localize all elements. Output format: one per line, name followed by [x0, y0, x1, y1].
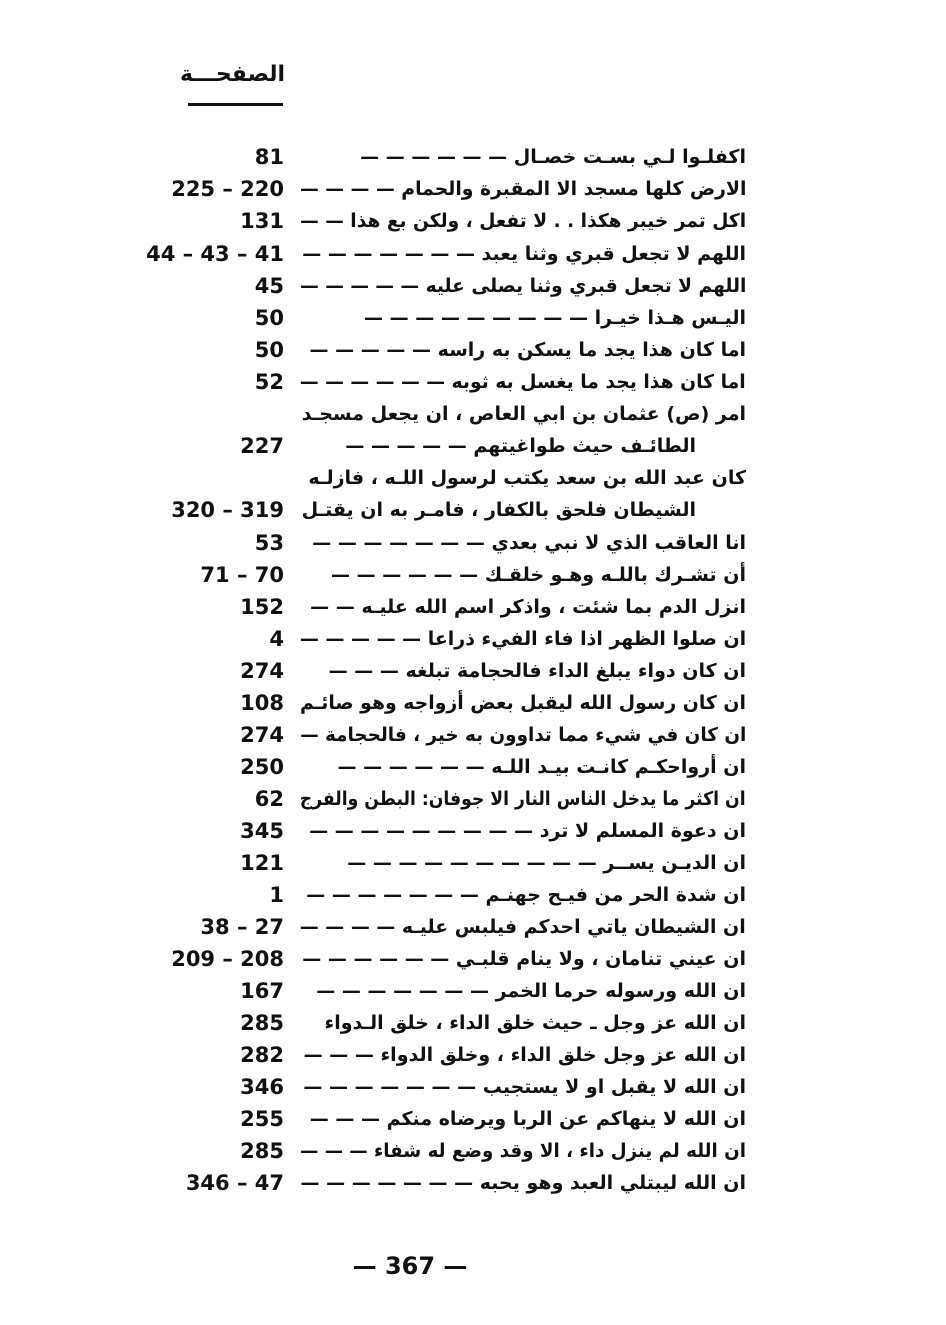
entry-page-numbers: 167 [240, 979, 284, 1003]
entry-page-numbers: 346 – 47 [185, 1171, 284, 1195]
entry-page-numbers: 50 [254, 306, 284, 330]
entry-text: اللهم لا تجعل قبري وثنا يعبد — — — — — — — [302, 243, 746, 265]
entry-page-numbers: 274 [240, 659, 284, 683]
entry-text: اللهم لا تجعل قبري وثنا يصلى عليه — — — — — [299, 275, 746, 297]
entry-text: ان الله ورسوله حرما الخمر — — — — — — — [316, 980, 746, 1002]
entry-page-numbers: 71 – 70 [200, 563, 284, 587]
entry-text: ان دعوة المسلم لا ترد — — — — — — — — — [309, 820, 746, 842]
entry-page-numbers: 225 – 220 [171, 177, 284, 201]
entry-text: انزل الدم بما شئت ، واذكر اسم الله عليـه — — [310, 596, 746, 618]
entry-page-numbers: 52 [254, 370, 284, 394]
entry-text: ان اكثر ما يدخل الناس النار الا جوفان: البطن والفرج [300, 788, 746, 810]
entry-text: الشيطان فلحق بالكفار ، فامـر به ان يقتـل [301, 499, 696, 521]
entry-page-numbers: 345 [240, 819, 284, 843]
entry-text: اكل تمر خيبر هكذا . . لا تفعل ، ولكن بع هذا — — [299, 210, 746, 232]
entry-text: ان الشيطان ياتي احدكم فيلبس عليـه — — — — [300, 916, 746, 938]
entry-page-numbers: 320 – 319 [171, 498, 284, 522]
entry-page-numbers: 81 [254, 145, 284, 169]
entry-text: أن تشـرك باللـه وهـو خلقـك — — — — — — [331, 564, 746, 586]
entry-page-numbers: 1 [269, 883, 284, 907]
entry-page-numbers: 285 [240, 1139, 284, 1163]
entry-text: ان عيني تنامان ، ولا ينام قلبـي — — — — — — [302, 948, 746, 970]
entry-text: الطائـف حيث طواغيتهم — — — — — [345, 435, 696, 457]
entry-text: امر (ص) عثمان بن ابي العاص ، ان يجعل مسجـد [301, 403, 746, 425]
entry-text: انا العاقب الذي لا نبي بعدي — — — — — — — [312, 532, 746, 554]
entry-page-numbers: 227 [240, 434, 284, 458]
entry-text: ان الله ليبتلي العبد وهو يحبه — — — — — — — [300, 1172, 746, 1194]
entry-text: ان الديـن يســر — — — — — — — — — — [347, 852, 746, 874]
entry-text: اما كان هذا يجد ما يسكن به راسه — — — — — [309, 339, 746, 361]
entry-text: اليـس هـذا خيـرا — — — — — — — — — [364, 307, 746, 329]
entry-page-numbers: 209 – 208 [171, 947, 284, 971]
entry-text: ان شدة الحر من فيـح جهنـم — — — — — — — [306, 884, 746, 906]
page-number: — 367 — [352, 1252, 468, 1280]
entry-text: ان الله عز وجل خلق الداء ، وخلق الدواء — — — [303, 1044, 746, 1066]
entry-page-numbers: 62 [254, 787, 284, 811]
entry-text: اما كان هذا يجد ما يغسل به ثوبه — — — — — — [300, 371, 746, 393]
entry-text: ان صلوا الظهر اذا فاء الفيء ذراعا — — — — — [299, 628, 746, 650]
entry-page-numbers: 50 [254, 338, 284, 362]
entry-page-numbers: 38 – 27 [200, 915, 284, 939]
entry-page-numbers: 53 [254, 531, 284, 555]
entry-page-numbers: 274 [240, 723, 284, 747]
entry-text: ان الله عز وجل ـ حيث خلق الداء ، خلق الـدواء [324, 1012, 746, 1034]
entry-text: كان عبد الله بن سعد يكتب لرسول اللـه ، فازلـه [308, 467, 746, 489]
entry-page-numbers: 45 [254, 274, 284, 298]
entry-text: ان كان رسول الله ليقبل بعض أزواجه وهو صائـم [300, 692, 746, 714]
entry-page-numbers: 4 [269, 627, 284, 651]
entry-text: اكفلـوا لـي بسـت خصـال — — — — — — [360, 146, 746, 168]
entry-page-numbers: 285 [240, 1011, 284, 1035]
entry-text: ان كان دواء يبلغ الداء فالحجامة تبلغه — — — [328, 660, 746, 682]
entry-text: ان كان في شيء مما تداوون به خير ، فالحجامة — [299, 724, 746, 746]
entry-page-numbers: 108 [240, 691, 284, 715]
heading-underline [188, 103, 283, 106]
entry-page-numbers: 255 [240, 1107, 284, 1131]
entry-page-numbers: 121 [240, 851, 284, 875]
entry-page-numbers: 131 [240, 209, 284, 233]
entry-text: ان الله لا ينهاكم عن الربا ويرضاه منكم — — — [309, 1108, 746, 1130]
entry-text: ان الله لم ينزل داء ، الا وقد وضع له شفاء — — — [300, 1140, 746, 1162]
entry-page-numbers: 44 – 43 – 41 [146, 242, 284, 266]
entry-page-numbers: 250 [240, 755, 284, 779]
entry-text: الارض كلها مسجد الا المقبرة والحمام — — — — [299, 178, 746, 200]
entry-text: ان الله لا يقبل او لا يستجيب — — — — — — — [303, 1076, 746, 1098]
entry-page-numbers: 346 [240, 1075, 284, 1099]
entry-text: ان أرواحكـم كانـت بيـد اللـه — — — — — — [337, 756, 746, 778]
entry-page-numbers: 152 [240, 595, 284, 619]
page-column-heading: الصفحـــة [180, 62, 286, 87]
entry-page-numbers: 282 [240, 1043, 284, 1067]
